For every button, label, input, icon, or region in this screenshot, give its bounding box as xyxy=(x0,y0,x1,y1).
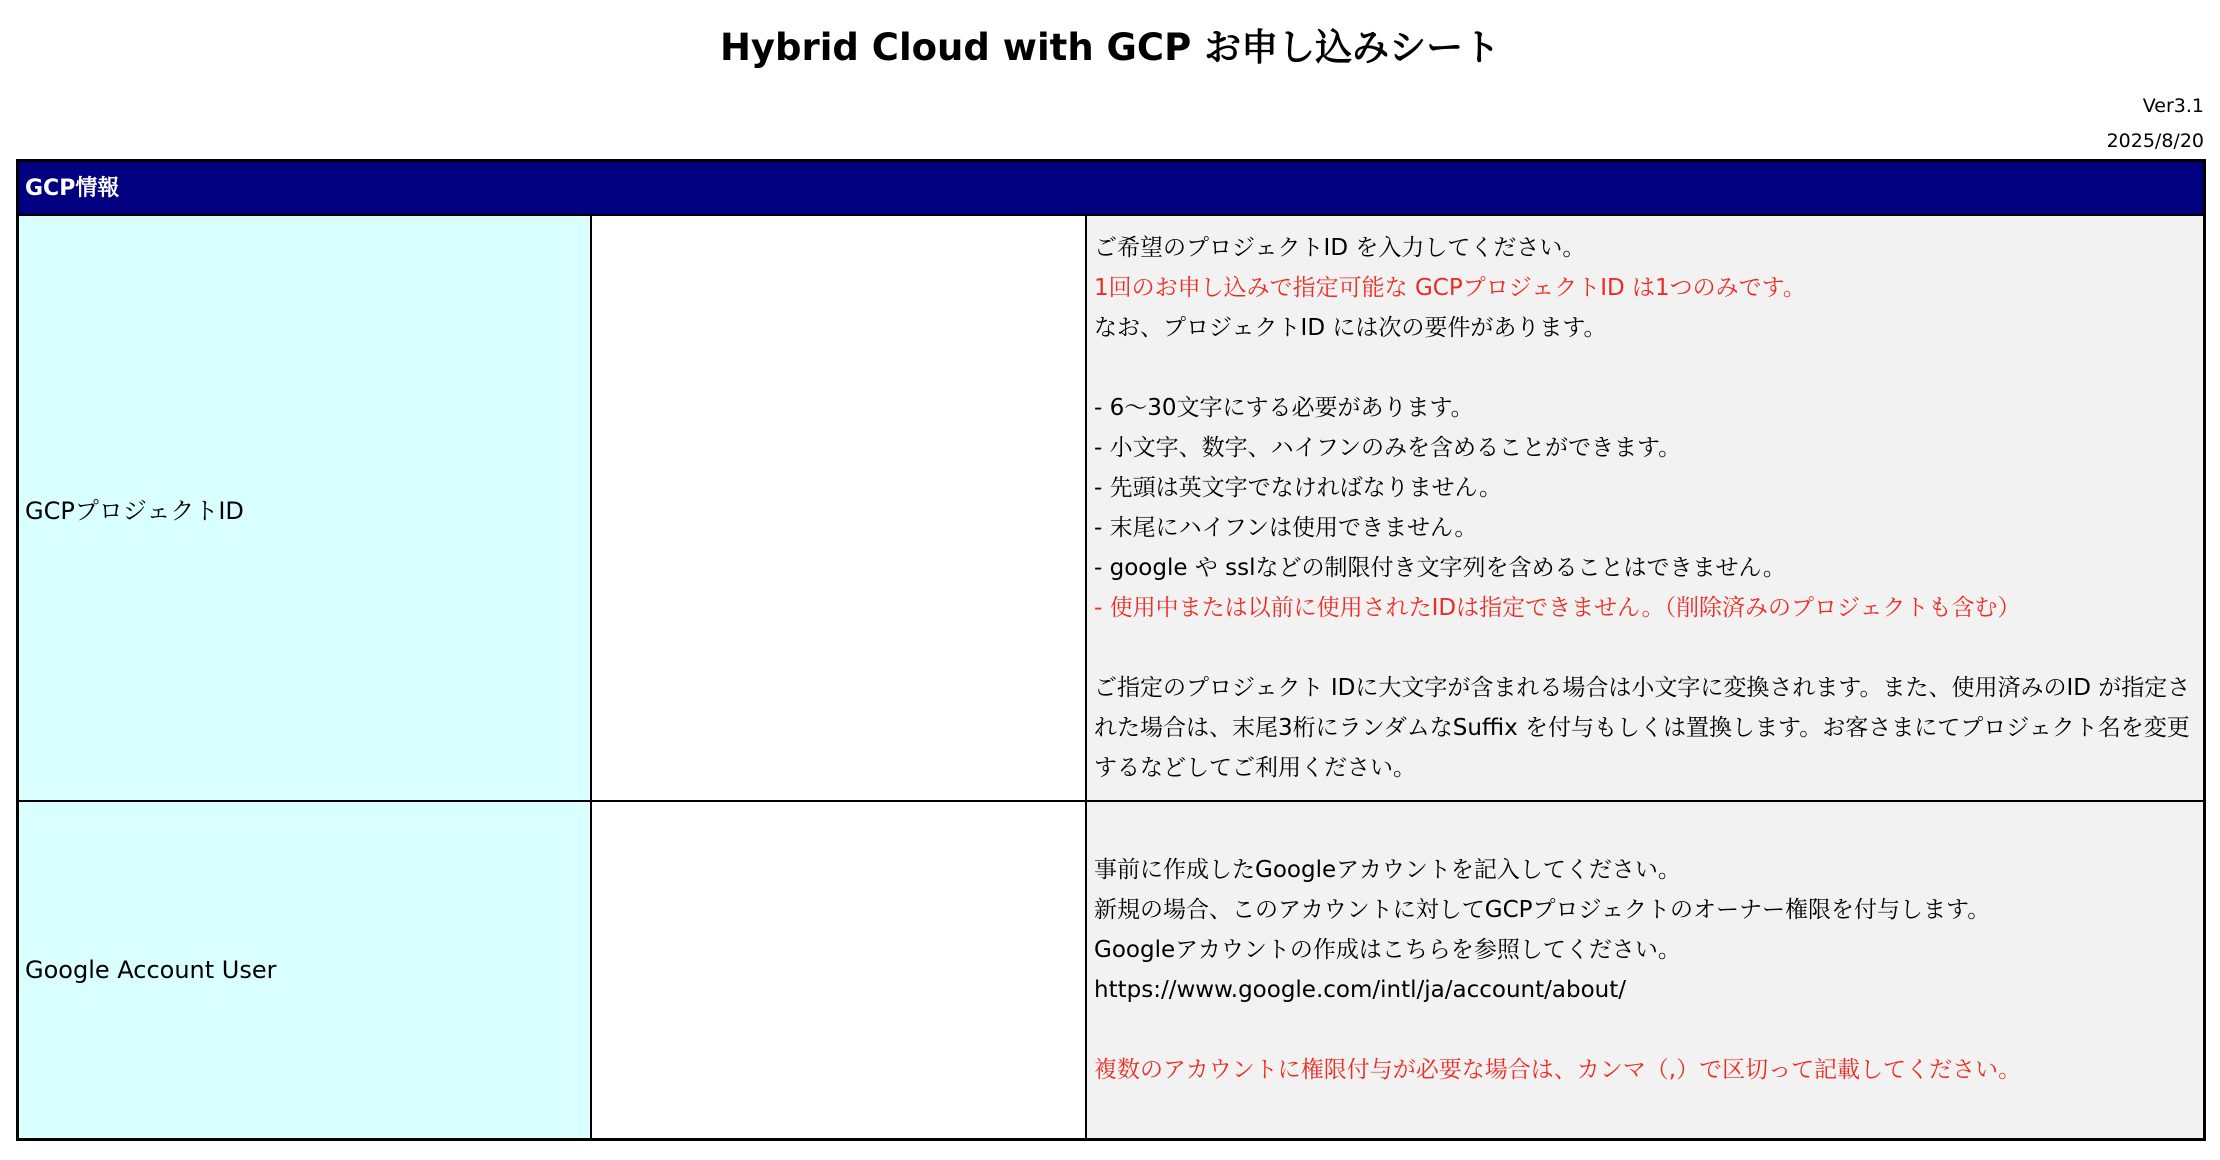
note-requirement-item: - google や sslなどの制限付き文字列を含めることはできません。 xyxy=(1094,555,1786,581)
note-requirement-item: - 6～30文字にする必要があります。 xyxy=(1094,395,1474,421)
input-cell-google-account-user[interactable] xyxy=(592,802,1087,1138)
application-sheet xyxy=(16,159,2206,1141)
note-cell-google-account-user xyxy=(1087,802,2203,1138)
version-label: Ver3.1 xyxy=(2142,95,2204,117)
note-requirement-item: - 末尾にハイフンは使用できません。 xyxy=(1094,515,1478,541)
table-row-gcp-project-id xyxy=(19,216,2203,802)
note-requirement-item: - 小文字、数字、ハイフンのみを含めることができます。 xyxy=(1094,435,1682,461)
note-requirement-item: - 先頭は英文字でなければなりません。 xyxy=(1094,475,1502,501)
section-header-gcp-info: GCP情報 xyxy=(19,162,2203,216)
note-line: Googleアカウントの作成はこちらを参照してください。 xyxy=(1094,937,1681,963)
note-url: https://www.google.com/intl/ja/account/about/ xyxy=(1094,977,1626,1003)
note-warning-line: 1回のお申し込みで指定可能な GCPプロジェクトID は1つのみです。 xyxy=(1094,275,1806,301)
note-paragraph: ご指定のプロジェクト IDに大文字が含まれる場合は小文字に変換されます。また、使用済みのID が指定された場合は、末尾3桁にランダムなSuffix を付与もしくは置換します。お客さまにてプロジェクト名を変更するなどしてご利用ください。 xyxy=(1094,675,2191,781)
note-line: 新規の場合、このアカウントに対してGCPプロジェクトのオーナー権限を付与します。 xyxy=(1094,897,1991,923)
label-gcp-project-id xyxy=(19,216,592,800)
note-cell-gcp-project-id xyxy=(1087,216,2203,800)
note-spacer xyxy=(1094,1010,2195,1050)
note-line: ご希望のプロジェクトID を入力してください。 xyxy=(1094,235,1586,261)
note-spacer xyxy=(1094,628,2195,668)
page-title: Hybrid Cloud with GCP お申し込みシート xyxy=(719,26,1501,69)
note-warning-line: 複数のアカウントに権限付与が必要な場合は、カンマ（,）で区切って記載してください。 xyxy=(1094,1057,2022,1083)
input-cell-gcp-project-id[interactable] xyxy=(592,216,1087,800)
label-text: GCPプロジェクトID xyxy=(25,496,244,525)
table-row-google-account-user xyxy=(19,802,2203,1138)
label-google-account-user xyxy=(19,802,592,1138)
note-line: なお、プロジェクトID には次の要件があります。 xyxy=(1094,315,1607,341)
note-spacer xyxy=(1094,348,2195,388)
note-warning-line: - 使用中または以前に使用されたIDは指定できません。（削除済みのプロジェクトも含む） xyxy=(1094,595,2021,621)
note-line: 事前に作成したGoogleアカウントを記入してください。 xyxy=(1094,857,1681,883)
date-label: 2025/8/20 xyxy=(2106,130,2204,152)
label-text: Google Account User xyxy=(25,956,277,984)
